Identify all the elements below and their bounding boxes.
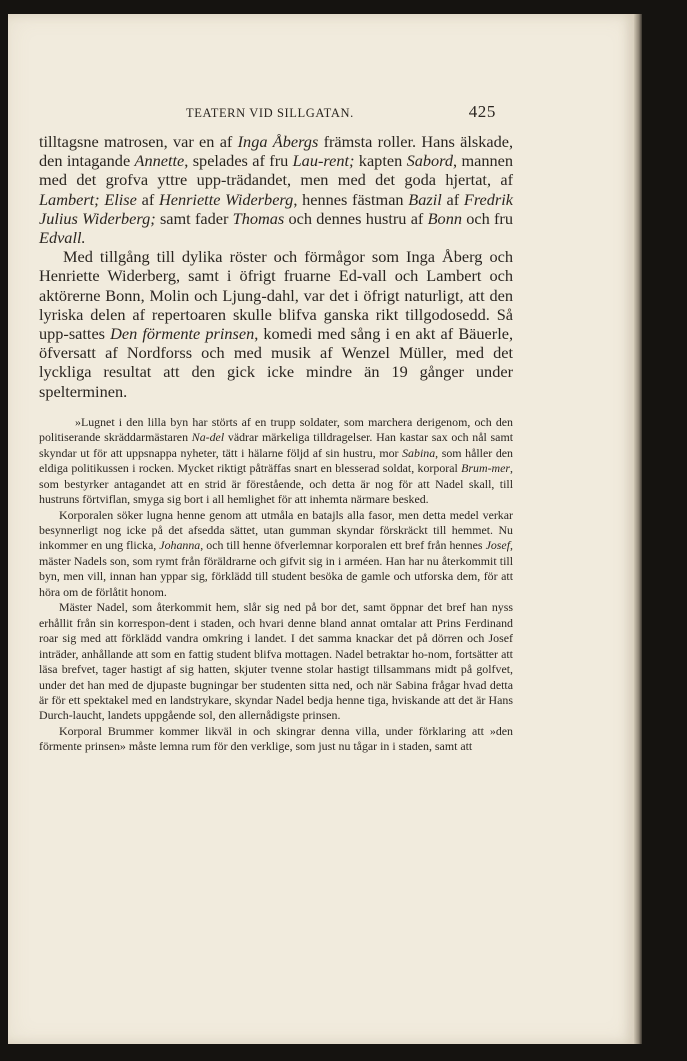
quote-paragraph: Korporal Brummer kommer likväl in och skingrar denna villa, under förklaring att »den förmente prinsen» måste lemna rum för den verklige, som just nu tågar in i staden, samt att [39,723,513,754]
paragraph: tilltagsne matrosen, var en af Inga Åbergs främsta roller. Hans älskade, den intagande Annette, spelades af fru Lau-rent; kapten Sabord, mannen med det grofva yttre upp-trädandet, men med det goda hjertat, af Lambert; Elise af Henriette Widerberg, hennes fästman Bazil af Fredrik Julius Widerberg; samt fader Thomas och dennes hustru af Bonn och fru Edvall. [39,132,514,248]
quote-paragraph: Korporalen söker lugna henne genom att utmåla en batajls alla fasor, men detta medel verkar besynnerligt nog icke på det afsedda sättet, utan gumman skyndar förskräckt till hemmet. Nu inkommer en ung flicka, Johanna, och till henne öfverlemnar korporalen ett bref från hennes Josef, mäster Nadels son, som rymt från föräldrarne och gifvit sig in i arméen. Han har nu återkommit till byn, men vill, innan han yppar sig, förklädd till student besöka de gamle och utforska dem, för att höra om de förlåtit honom. [39,507,513,599]
page-edge [634,14,642,1044]
quote-paragraph: »Lugnet i den lilla byn har störts af en trupp soldater, som marchera derigenom, och den politiserande skräddarmästaren Na-del vädrar märkeliga tilldragelser. Han kastar sax och nål samt skyndar ut för att uppsnappa nyheter, tätt i hälarne följd af sin hustru, mor Sabina, som håller den eldiga politikussen i rocken. Mycket riktigt påträffas snart en blesserad soldat, korporal Brum-mer, som bestyrker antagandet att en strid är förestående, och detta är nog för att Nadel skall, till hustruns förtviflan, smyga sig bort i all hemlighet för att inhemta närmare besked. [39,414,514,507]
page-body [39,132,513,755]
running-title: TEATERN VID SILLGATAN. [186,106,354,120]
main-text [39,132,513,401]
page-header [186,104,496,126]
paragraph: Med tillgång till dylika röster och förmågor som Inga Åberg och Henriette Widerberg, samt i öfrigt fruarne Ed-vall och Lambert och aktörerne Bonn, Molin och Ljung-dahl, var det i öfrigt naturligt, att den lyriska delen af repertoaren skulle blifva ganska rikt tillgodosedd. Så upp-sattes Den förmente prinsen, komedi med sång i en akt af Bäuerle, öfversatt af Nordforss och med musik af Wenzel Müller, med det lyckliga resultat att den gick icke mindre än 19 gånger under spelterminen. [39,247,514,401]
quoted-summary [39,415,513,755]
quote-paragraph: Mäster Nadel, som återkommit hem, slår sig ned på bor det, samt öppnar det bref han nyss erhållit från sin korrespon-dent i staden, och hvari denne bland annat omtalar att Prins Ferdinand roar sig med att förklädd vandra omkring i landet. I det samma knackar det på dörren och Josef inträder, anhållande att som en fattig student blifva mottagen. Nadel betraktar ho-nom, fortsätter att läsa brefvet, tager hastigt af sig hatten, skjuter tvenne stolar hastigt tillsammans midt på golfvet, under det han med de djupaste bugningar ber studenten sitta ned, och när Sabina frågar hvad detta är för ett spektakel med en landstrykare, skyndar Nadel bedja henne tiga, hviskande att det är Hans Durch-laucht, landets uppgående sol, den allernådigste prinsen. [39,600,513,723]
page-number: 425 [468,102,496,121]
